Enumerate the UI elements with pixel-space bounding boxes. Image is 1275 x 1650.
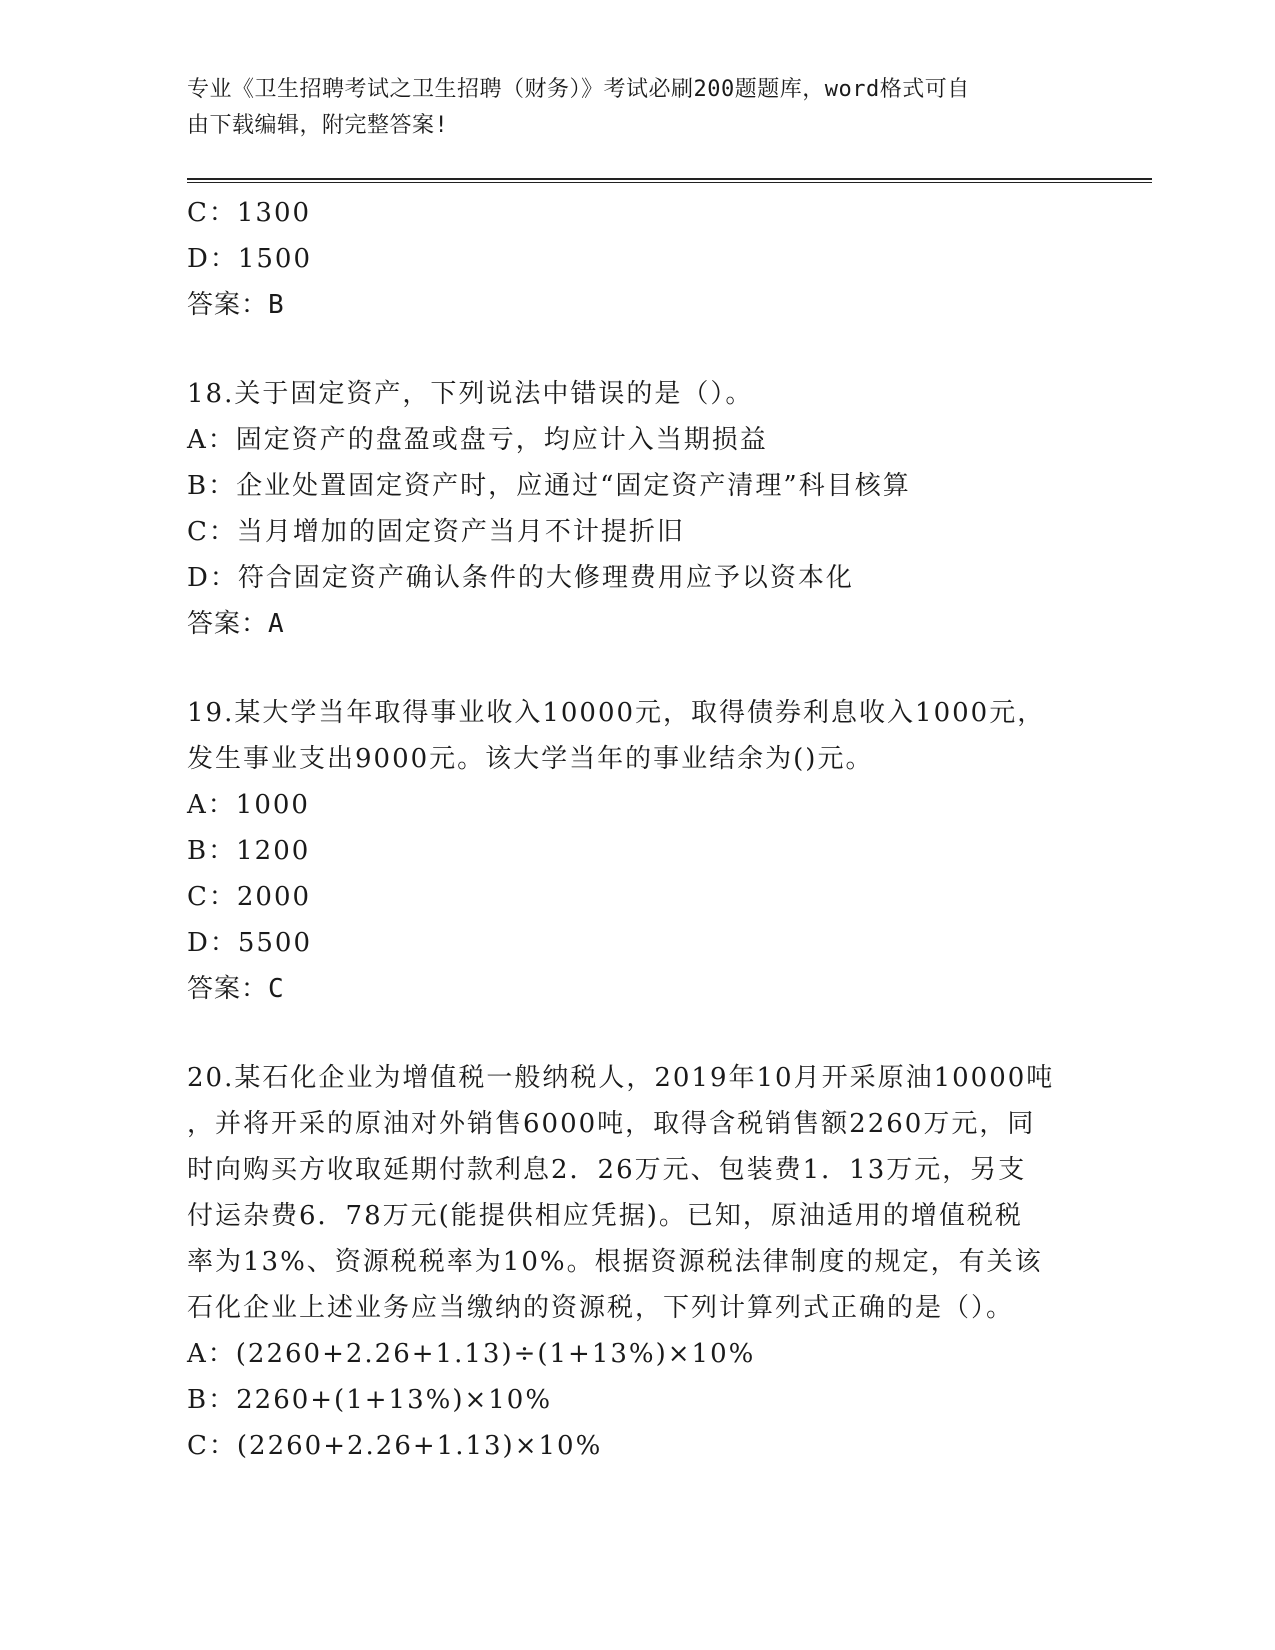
document-header (187, 72, 1087, 144)
q20-stem-line-4: 付运杂费6．78万元(能提供相应凭据)。已知，原油适用的增值税税 (187, 1201, 1023, 1231)
q20-stem-line-1: 20.某石化企业为增值税一般纳税人，2019年10月开采原油10000吨 (187, 1063, 1055, 1093)
q20-stem-line-6: 石化企业上述业务应当缴纳的资源税，下列计算列式正确的是（）。 (187, 1293, 1015, 1323)
q18-answer: 答案：A (187, 609, 285, 639)
question-17-tail (187, 190, 1087, 328)
header-title-line-2: 由下载编辑，附完整答案! (187, 113, 449, 138)
question-18 (187, 371, 1087, 647)
q19-stem-line-1: 19.某大学当年取得事业收入10000元，取得债券利息收入1000元， (187, 698, 1046, 728)
q20-stem-line-5: 率为13%、资源税税率为10%。根据资源税法律制度的规定，有关该 (187, 1247, 1043, 1277)
question-19 (187, 690, 1087, 1012)
q20-stem-line-3: 时向购买方收取延期付款利息2．26万元、包装费1．13万元，另支 (187, 1155, 1027, 1185)
q18-option-b: B：企业处置固定资产时，应通过“固定资产清理”科目核算 (187, 471, 911, 501)
header-title-line-1: 专业《卫生招聘考试之卫生招聘（财务）》考试必刷200题题库，word格式可自 (187, 77, 970, 102)
q18-option-c: C：当月增加的固定资产当月不计提折旧 (187, 517, 685, 547)
document-body (187, 190, 1087, 1469)
q18-option-a: A：固定资产的盘盈或盘亏，均应计入当期损益 (187, 425, 768, 455)
question-20 (187, 1055, 1087, 1469)
q20-option-a: A：(2260+2.26+1.13)÷(1+13%)×10% (187, 1339, 756, 1369)
q19-option-d: D：5500 (187, 928, 313, 958)
q19-stem-line-2: 发生事业支出9000元。该大学当年的事业结余为()元。 (187, 744, 874, 774)
spacer (187, 328, 1087, 371)
spacer (187, 1012, 1087, 1055)
header-divider (187, 178, 1152, 183)
q20-stem-line-2: ，并将开采的原油对外销售6000吨，取得含税销售额2260万元，同 (187, 1109, 1036, 1139)
spacer (187, 647, 1087, 690)
q20-option-b: B：2260+(1+13%)×10% (187, 1385, 553, 1415)
q17-option-d: D：1500 (187, 244, 313, 274)
q19-option-c: C：2000 (187, 882, 312, 912)
q17-answer: 答案：B (187, 290, 285, 320)
q19-answer: 答案：C (187, 974, 285, 1004)
q18-option-d: D：符合固定资产确认条件的大修理费用应予以资本化 (187, 563, 854, 593)
q19-option-a: A：1000 (187, 790, 310, 820)
q18-stem: 18.关于固定资产，下列说法中错误的是（）。 (187, 379, 754, 409)
q19-option-b: B：1200 (187, 836, 311, 866)
q20-option-c: C：(2260+2.26+1.13)×10% (187, 1431, 603, 1461)
q17-option-c: C：1300 (187, 198, 312, 228)
